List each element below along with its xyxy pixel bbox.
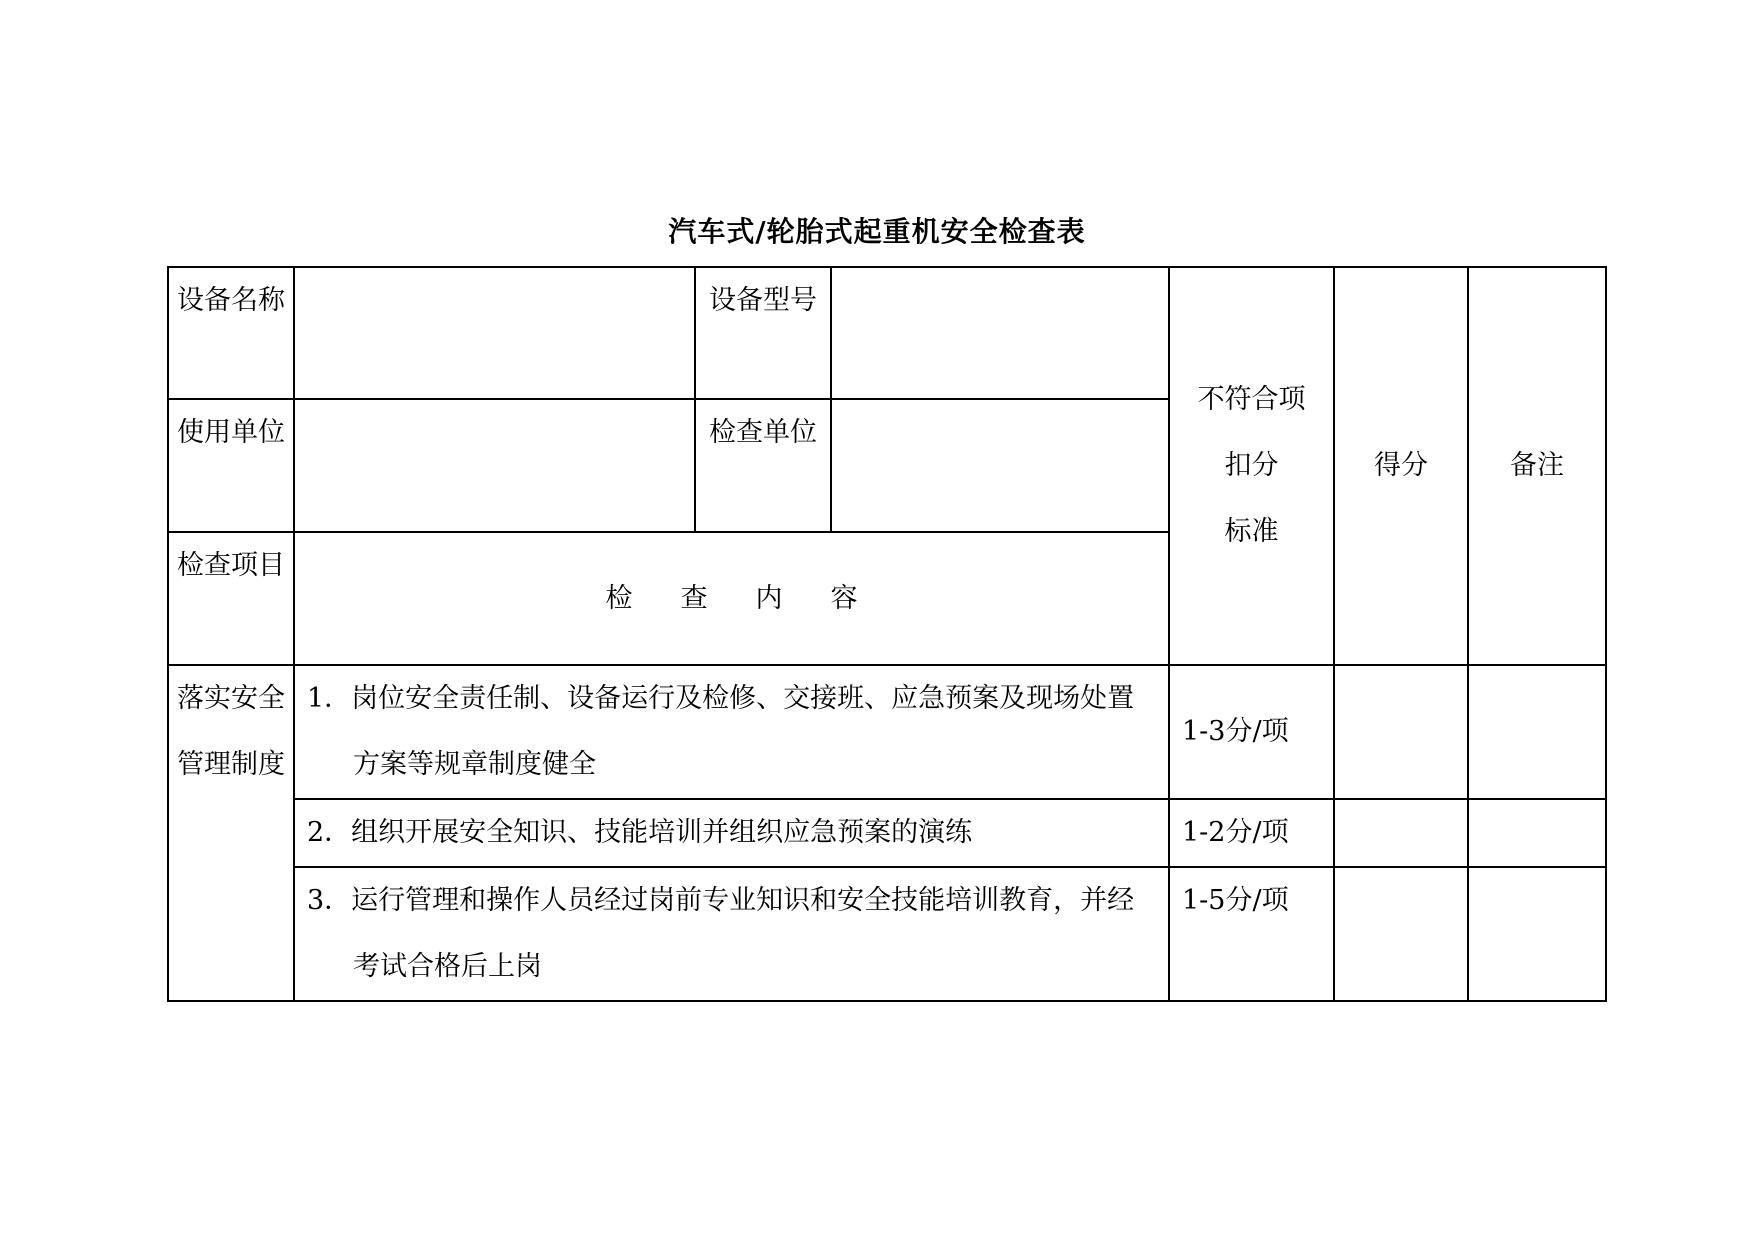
- score-cell[interactable]: [1334, 799, 1468, 867]
- inspect-unit-label-cell: [695, 399, 831, 532]
- inspect-unit-value[interactable]: [831, 399, 1169, 532]
- score-label: 得分: [1374, 450, 1428, 481]
- device-model-label-cell: [695, 267, 831, 399]
- deduction-value: 1-3分/项: [1182, 716, 1289, 747]
- score-cell[interactable]: [1334, 665, 1468, 799]
- deduction-header: [1169, 267, 1334, 665]
- device-model-value[interactable]: [831, 267, 1169, 399]
- section-name: 落实安全管理制度: [177, 683, 285, 780]
- table-row: [168, 799, 1606, 867]
- remark-header: [1468, 267, 1606, 665]
- device-name-label: 设备名称: [177, 285, 285, 316]
- deduction-cell: [1169, 799, 1334, 867]
- deduction-label-3: 标准: [1224, 516, 1279, 547]
- page-title: 汽车式/轮胎式起重机安全检查表: [668, 215, 1086, 248]
- device-name-label-cell: [168, 267, 294, 399]
- remark-label: 备注: [1510, 450, 1564, 481]
- user-unit-label-cell: [168, 399, 294, 532]
- inspection-table: [167, 266, 1607, 1002]
- remark-cell[interactable]: [1468, 799, 1606, 867]
- user-unit-label: 使用单位: [177, 417, 285, 448]
- user-unit-value[interactable]: [294, 399, 695, 532]
- table-row: [168, 867, 1606, 1001]
- deduction-value: 1-2分/项: [1182, 817, 1289, 848]
- deduction-label-2: 扣分: [1224, 450, 1279, 481]
- check-item-label: 检查项目: [177, 550, 285, 581]
- table-row: [168, 665, 1606, 799]
- deduction-cell: [1169, 665, 1334, 799]
- content-cell: [294, 665, 1169, 799]
- section-name-cell: [168, 665, 294, 1001]
- check-content-label: 检查内容: [294, 532, 1169, 665]
- deduction-cell: [1169, 867, 1334, 1001]
- check-content-item: 1．岗位安全责任制、设备运行及检修、交接班、应急预案及现场处置方案等规章制度健全: [307, 683, 1135, 780]
- device-name-value[interactable]: [294, 267, 695, 399]
- score-cell[interactable]: [1334, 867, 1468, 1001]
- score-header: [1334, 267, 1468, 665]
- inspect-unit-label: 检查单位: [709, 417, 817, 448]
- remark-cell[interactable]: [1468, 665, 1606, 799]
- check-item-label-cell: [168, 532, 294, 665]
- check-content-item: 3．运行管理和操作人员经过岗前专业知识和安全技能培训教育，并经考试合格后上岗: [307, 885, 1135, 982]
- check-content-item: 2．组织开展安全知识、技能培训并组织应急预案的演练: [307, 817, 973, 848]
- remark-cell[interactable]: [1468, 867, 1606, 1001]
- content-cell: [294, 867, 1169, 1001]
- content-cell: [294, 799, 1169, 867]
- device-model-label: 设备型号: [709, 285, 817, 316]
- deduction-label-1: 不符合项: [1197, 384, 1306, 415]
- deduction-value: 1-5分/项: [1182, 885, 1289, 916]
